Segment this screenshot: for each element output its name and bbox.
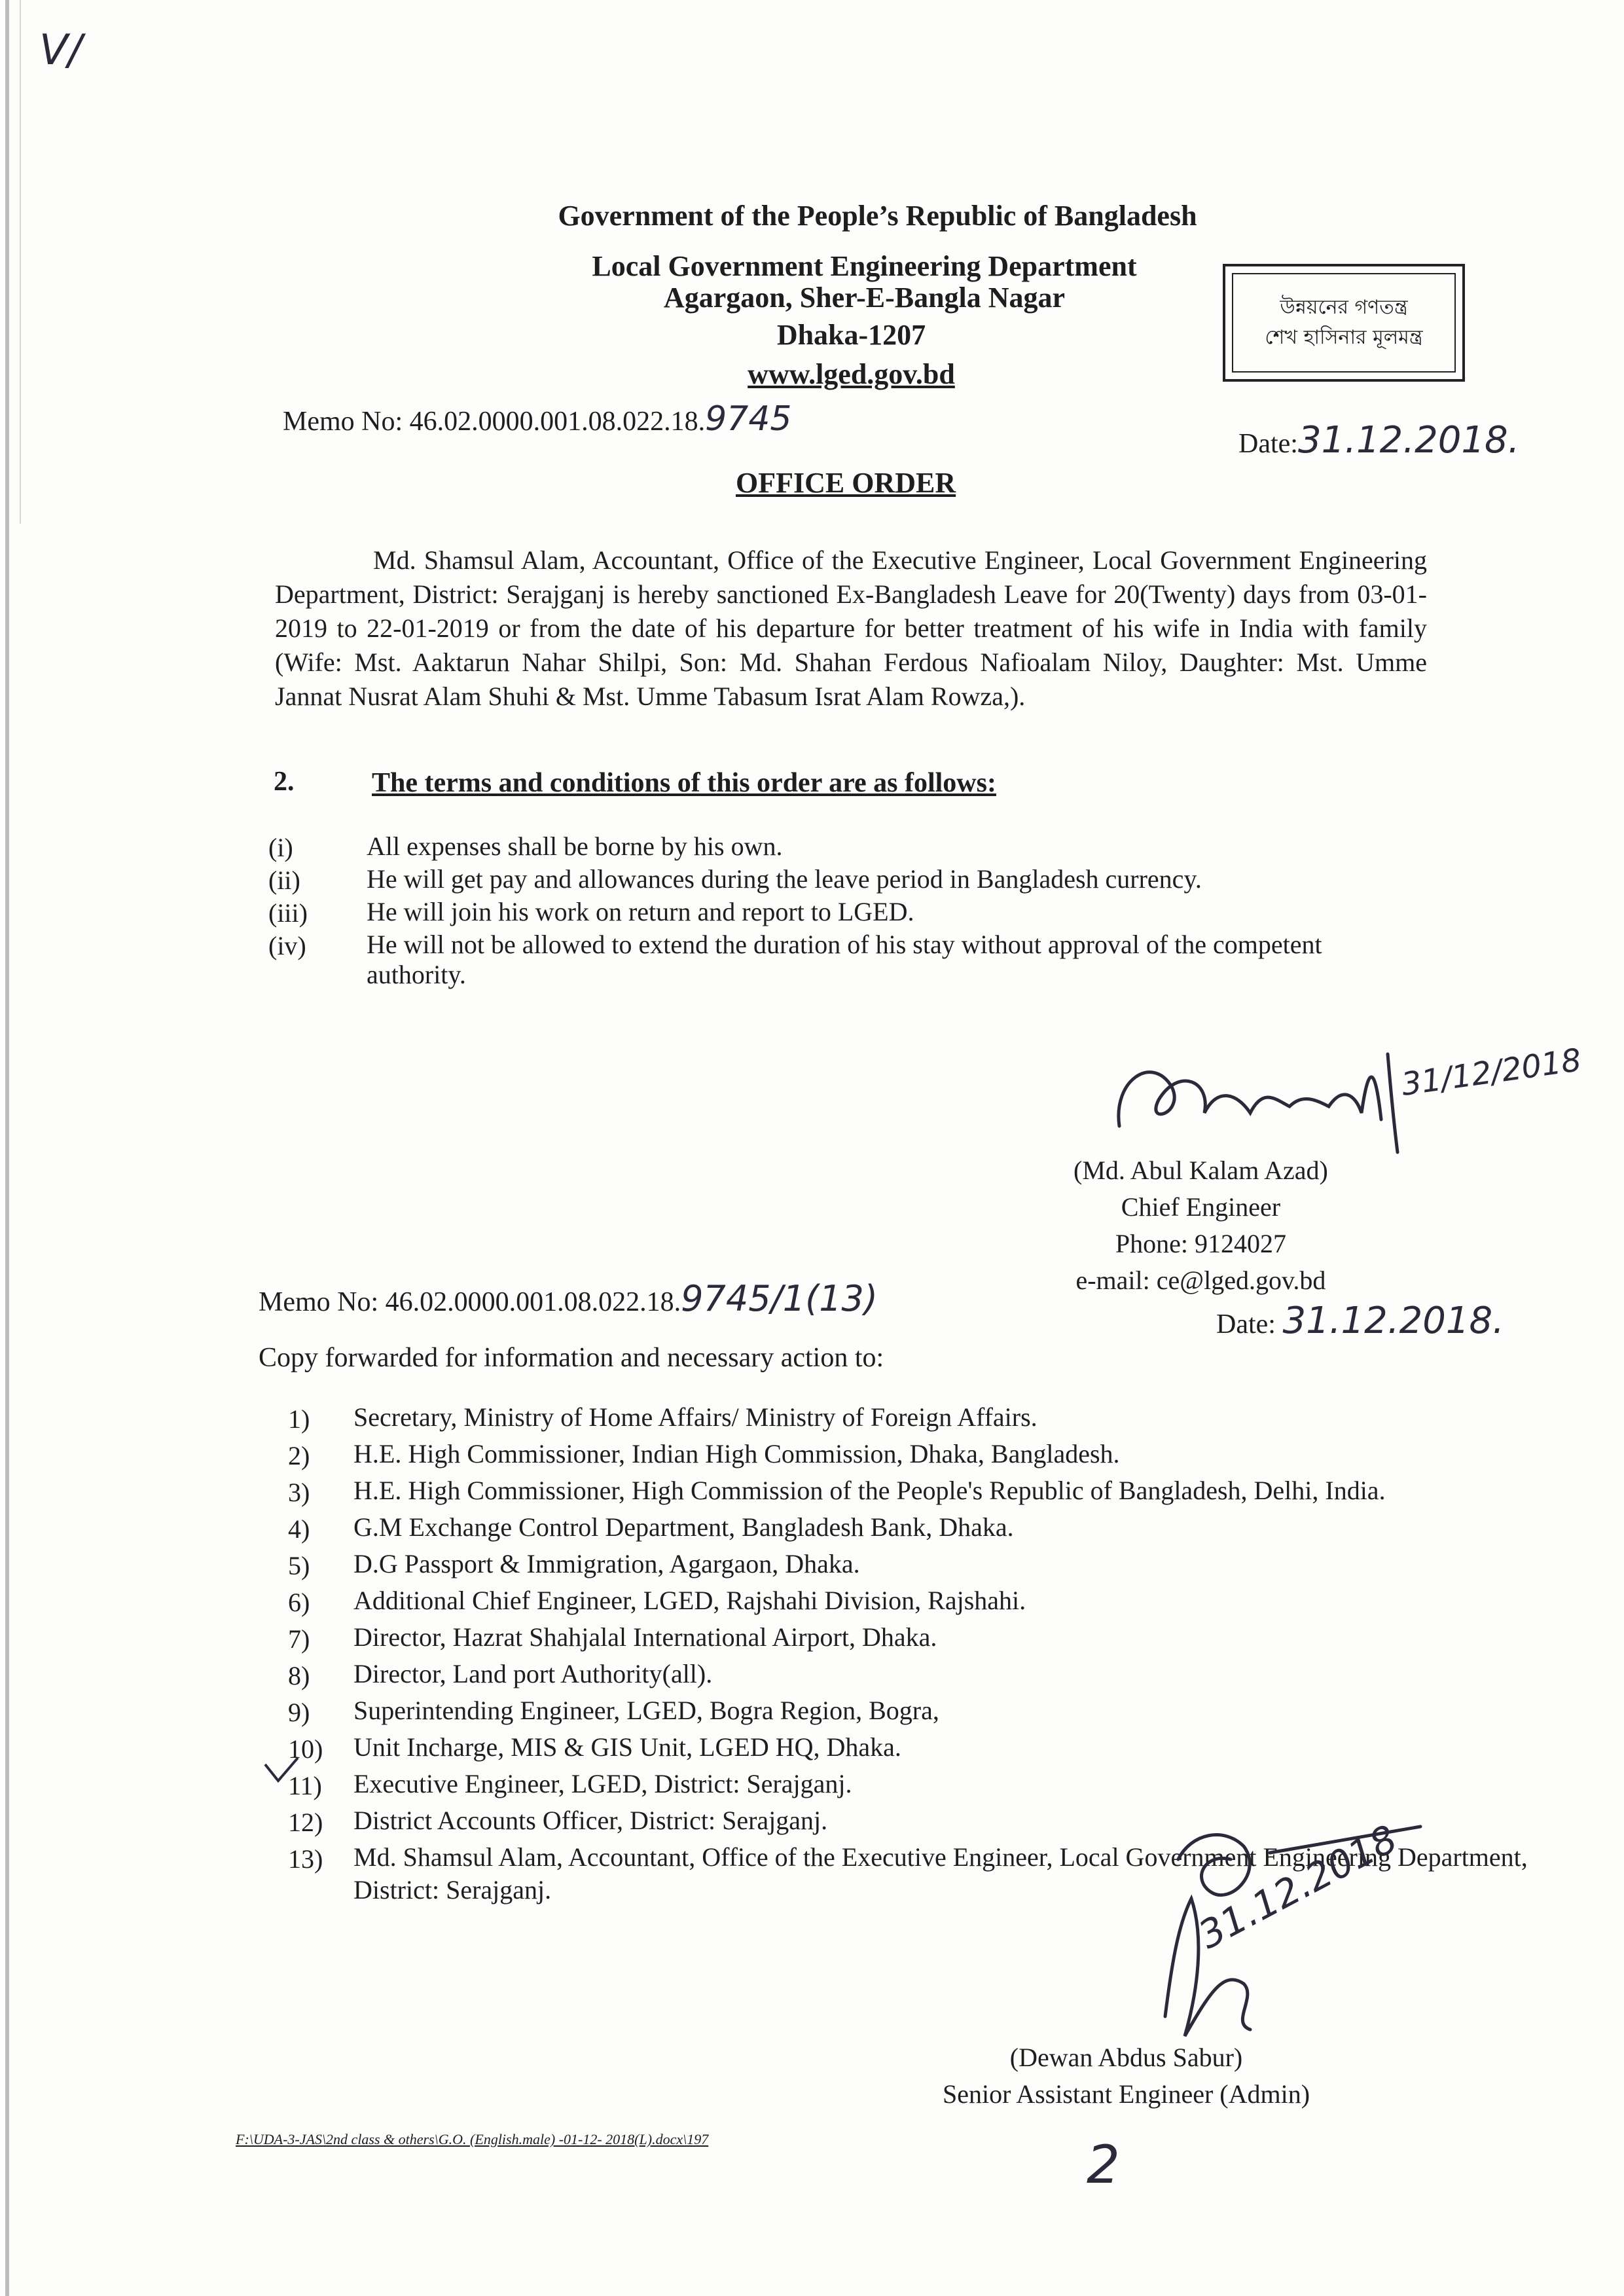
term-item	[268, 831, 1420, 864]
copy-forwarded-line: Copy forwarded for information and necessary action to:	[259, 1343, 884, 1373]
term-number: (i)	[268, 833, 293, 862]
recipient-text: D.G Passport & Immigration, Agargaon, Dhaka.	[353, 1549, 860, 1578]
recipient-text: Unit Incharge, MIS & GIS Unit, LGED HQ, Dhaka.	[353, 1732, 901, 1762]
recipient-number: 6)	[288, 1588, 310, 1617]
header-website-link[interactable]: www.lged.gov.bd	[748, 358, 955, 390]
date-2-label: Date:	[1216, 1309, 1276, 1339]
recipient-number: 3)	[288, 1478, 310, 1507]
section-number: 2.	[274, 767, 295, 797]
memo-number-1	[283, 399, 792, 439]
terms-list	[268, 831, 1420, 990]
signatory-1-phone: Phone: 9124027	[1115, 1229, 1286, 1258]
term-item	[268, 864, 1420, 897]
memo-number-2	[259, 1278, 878, 1319]
date-handwritten: 31.12.2018.	[1297, 419, 1520, 462]
corner-handwritten-mark: V/	[39, 26, 82, 75]
term-text: He will join his work on return and report to LGED.	[367, 897, 914, 926]
recipient-text: Secretary, Ministry of Home Affairs/ Ministry of Foreign Affairs.	[353, 1402, 1038, 1432]
recipient-item	[288, 1694, 1532, 1731]
header-city: Dhaka-1207	[776, 319, 926, 351]
memo-date-2	[1216, 1300, 1504, 1342]
term-item	[268, 897, 1420, 930]
memo-handwritten-number: 9745	[705, 399, 792, 439]
section-title: The terms and conditions of this order are as follows:	[372, 768, 996, 798]
recipient-text: G.M Exchange Control Department, Bangladesh Bank, Dhaka.	[353, 1512, 1014, 1542]
memo-date-1	[1238, 419, 1519, 462]
recipient-text: H.E. High Commissioner, High Commission of the People's Republic of Bangladesh, Delhi, India.	[353, 1476, 1386, 1505]
signature-date-2: 31.12.2018	[1191, 1816, 1405, 1958]
signature-date-1: 31/12/2018	[1399, 1042, 1584, 1103]
recipient-number: 8)	[288, 1661, 310, 1690]
signatory-1-email: e-mail: ce@lged.gov.bd	[1075, 1266, 1326, 1295]
recipient-number: 12)	[288, 1808, 323, 1837]
recipient-text: Additional Chief Engineer, LGED, Rajshahi Division, Rajshahi.	[353, 1586, 1026, 1615]
recipient-text: Md. Shamsul Alam, Accountant, Office of the Executive Engineer, Local Government Engineering Department, District: Serajganj.	[353, 1842, 1528, 1904]
term-text: He will not be allowed to extend the duration of his stay without approval of the competent authority.	[367, 930, 1322, 989]
signatory-1-designation: Chief Engineer	[1121, 1192, 1281, 1222]
recipient-number: 7)	[288, 1624, 310, 1654]
term-number: (iii)	[268, 898, 308, 928]
recipient-number: 11)	[288, 1771, 322, 1800]
scan-edge-shadow	[5, 0, 9, 2296]
recipient-text: Director, Hazrat Shahjalal International Airport, Dhaka.	[353, 1622, 937, 1652]
recipient-item	[288, 1731, 1532, 1768]
recipient-item	[288, 1474, 1532, 1511]
term-text: All expenses shall be borne by his own.	[367, 831, 783, 861]
term-number: (iv)	[268, 931, 306, 960]
recipient-text: Executive Engineer, LGED, District: Serajganj.	[353, 1769, 852, 1798]
header-address: Agargaon, Sher-E-Bangla Nagar	[663, 282, 1066, 314]
memo-2-handwritten-number: 9745/1(13)	[681, 1278, 878, 1319]
office-order-title: OFFICE ORDER	[736, 467, 956, 499]
recipient-number: 5)	[288, 1551, 310, 1580]
chief-engineer-signature	[1100, 1028, 1519, 1172]
slogan-line-1: উন্নয়নের গণতন্ত্র	[1280, 295, 1408, 319]
recipient-text: Superintending Engineer, LGED, Bogra Region, Bogra,	[353, 1696, 939, 1725]
term-number: (ii)	[268, 866, 300, 895]
recipient-item	[288, 1768, 1532, 1804]
recipient-item	[288, 1438, 1532, 1474]
recipient-item	[288, 1658, 1532, 1694]
slogan-line-2: শেখ হাসিনার মূলমন্ত্র	[1265, 326, 1423, 349]
recipient-number: 13)	[288, 1844, 323, 1874]
recipient-number: 10)	[288, 1734, 323, 1764]
recipient-text: District Accounts Officer, District: Serajganj.	[353, 1806, 828, 1835]
slogan-box	[1223, 264, 1465, 382]
recipient-number: 4)	[288, 1514, 310, 1544]
date-2-handwritten: 31.12.2018.	[1282, 1300, 1504, 1342]
term-item	[268, 930, 1420, 990]
recipient-text: H.E. High Commissioner, Indian High Commission, Dhaka, Bangladesh.	[353, 1439, 1120, 1468]
date-label: Date:	[1238, 429, 1298, 459]
recipient-item	[288, 1621, 1532, 1658]
signatory-2-name: (Dewan Abdus Sabur)	[1009, 2043, 1243, 2072]
recipient-item	[288, 1584, 1532, 1621]
header-department: Local Government Engineering Department	[592, 250, 1137, 282]
recipient-item	[288, 1401, 1532, 1438]
term-text: He will get pay and allowances during the leave period in Bangladesh currency.	[367, 864, 1202, 894]
recipient-item	[288, 1511, 1532, 1548]
check-mark-icon	[262, 1755, 301, 1787]
signatory-block-1	[1074, 1152, 1328, 1299]
recipient-item	[288, 1548, 1532, 1584]
header-government: Government of the People’s Republic of Bangladesh	[558, 200, 1197, 232]
memo-label: Memo No: 46.02.0000.001.08.022.18.	[283, 407, 706, 437]
signatory-block-2	[943, 2039, 1310, 2113]
recipient-number: 9)	[288, 1698, 310, 1727]
recipient-number: 2)	[288, 1441, 310, 1470]
memo-2-label: Memo No: 46.02.0000.001.08.022.18.	[259, 1287, 681, 1317]
file-path-footer: F:\UDA-3-JAS\2nd class & others\G.O. (English.male) -01-12- 2018(L).docx\197	[236, 2131, 709, 2147]
recipient-number: 1)	[288, 1404, 310, 1434]
bottom-handwritten-mark: 2	[1087, 2134, 1120, 2195]
recipient-text: Director, Land port Authority(all).	[353, 1659, 713, 1688]
scan-edge-line	[20, 0, 21, 524]
signatory-2-designation: Senior Assistant Engineer (Admin)	[943, 2079, 1310, 2109]
order-body-paragraph: Md. Shamsul Alam, Accountant, Office of the Executive Engineer, Local Government Engineering Department, District: Serajganj is hereby sanctioned Ex-Bangladesh Leave for 20(Twenty) days from 03-01-2019 to 22-01-2019 or from the date of his departure for better treatment of his wife in India with family (Wife: Mst. Aaktarun Nahar Shilpi, Son: Md. Shahan Ferdous Nafioalam Niloy, Daughter: Mst. Umme Jannat Nusrat Alam Shuhi & Mst. Umme Tabasum Israt Alam Rowza,).	[275, 545, 1427, 711]
signatory-1-name: (Md. Abul Kalam Azad)	[1074, 1156, 1328, 1185]
